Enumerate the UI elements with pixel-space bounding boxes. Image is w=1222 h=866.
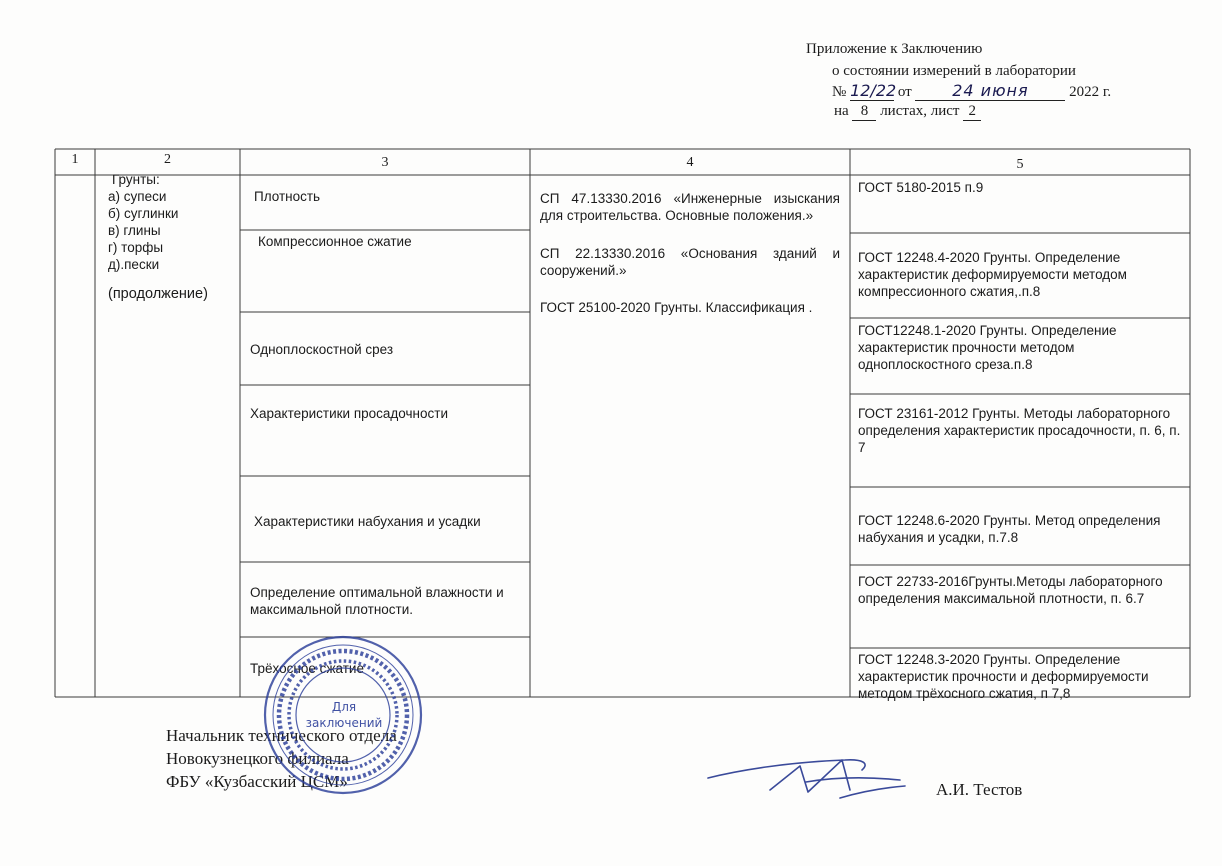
soil-type-item: а) супеси (108, 189, 167, 204)
characteristic-triaxial: Трёхосное сжатие (250, 661, 364, 676)
stamp-text-for: Для (331, 700, 357, 714)
sheets-count: 8 (852, 102, 876, 121)
method-gost12248-4: ГОСТ 12248.4-2020 Грунты. Определение характеристик деформируемости методом компрессионного сжатия,.п.8 (858, 250, 1127, 299)
normative-doc-sp47: СП 47.13330.2016 «Инженерные изыскания для строительства. Основные положения.» (540, 191, 840, 223)
characteristic-shear: Одноплоскостной срез (250, 342, 394, 357)
characteristic-density: Плотность (254, 189, 321, 204)
method-gost12248-3: ГОСТ 12248.3-2020 Грунты. Определение характеристик прочности и деформируемости методом трёхосного сжатия, п 7,8 (858, 652, 1149, 701)
appendix-subtitle: о состоянии измерений в лаборатории (832, 63, 1076, 79)
column-number-4: 4 (686, 155, 694, 170)
signature-branch: Новокузнецкого филиала (166, 749, 349, 768)
normative-doc-sp22: СП 22.13330.2016 «Основания зданий и сооружений.» (540, 246, 840, 278)
appendix-date-value: 24 июня (915, 82, 1065, 101)
characteristic-swelling: Характеристики набухания и усадки (254, 514, 481, 529)
soil-types-cell (108, 171, 236, 303)
characteristic-subsidence: Характеристики просадочности (250, 406, 448, 421)
appendix-number-value: 12/22 (850, 81, 897, 100)
soil-type-item: г) торфы (108, 240, 164, 255)
sheets-text: листах, лист (880, 103, 960, 119)
soil-type-item: в) глины (108, 223, 161, 238)
on-label: на (834, 103, 849, 119)
column-number-3: 3 (381, 155, 389, 170)
column-number-2: 2 (164, 152, 171, 167)
characteristic-optimal-moisture: Определение оптимальной влажности и максимальной плотности. (250, 585, 504, 617)
from-label: от (897, 84, 912, 100)
appendix-year: 2022 г. (1069, 84, 1112, 100)
method-gost12248-1: ГОСТ12248.1-2020 Грунты. Определение характеристик прочности методом одноплоскостного среза.п.8 (858, 323, 1117, 372)
continued-label: (продолжение) (108, 286, 208, 302)
method-gost23161: ГОСТ 23161-2012 Грунты. Методы лабораторного определения характеристик просадочности, п. 6, п. 7 (858, 406, 1181, 455)
signature-position: Начальник технического отдела (166, 726, 397, 745)
characteristic-compression: Компрессионное сжатие (258, 234, 412, 249)
method-gost22733: ГОСТ 22733-2016Грунты.Методы лабораторного определения максимальной плотности, п. 6.7 (858, 574, 1163, 606)
number-label: № (832, 84, 847, 100)
method-gost5180: ГОСТ 5180-2015 п.9 (858, 180, 984, 195)
signer-name: А.И. Тестов (936, 780, 1023, 799)
sheet-number: 2 (963, 102, 981, 121)
soil-types-title: Грунты: (112, 172, 160, 187)
column-number-1: 1 (71, 152, 79, 167)
column-number-5: 5 (1016, 157, 1024, 172)
stamp-text-conclusions: заключений (305, 716, 383, 730)
method-gost12248-6: ГОСТ 12248.6-2020 Грунты. Метод определения набухания и усадки, п.7.8 (858, 513, 1161, 545)
signature-title-block (166, 724, 397, 793)
soil-type-item: б) суглинки (108, 206, 179, 221)
soil-type-item: д).пески (108, 257, 160, 272)
normative-doc-gost25100: ГОСТ 25100-2020 Грунты. Классификация . (540, 300, 813, 315)
appendix-title: Приложение к Заключению (806, 41, 983, 57)
signature-organization: ФБУ «Кузбасский ЦСМ» (166, 772, 348, 791)
